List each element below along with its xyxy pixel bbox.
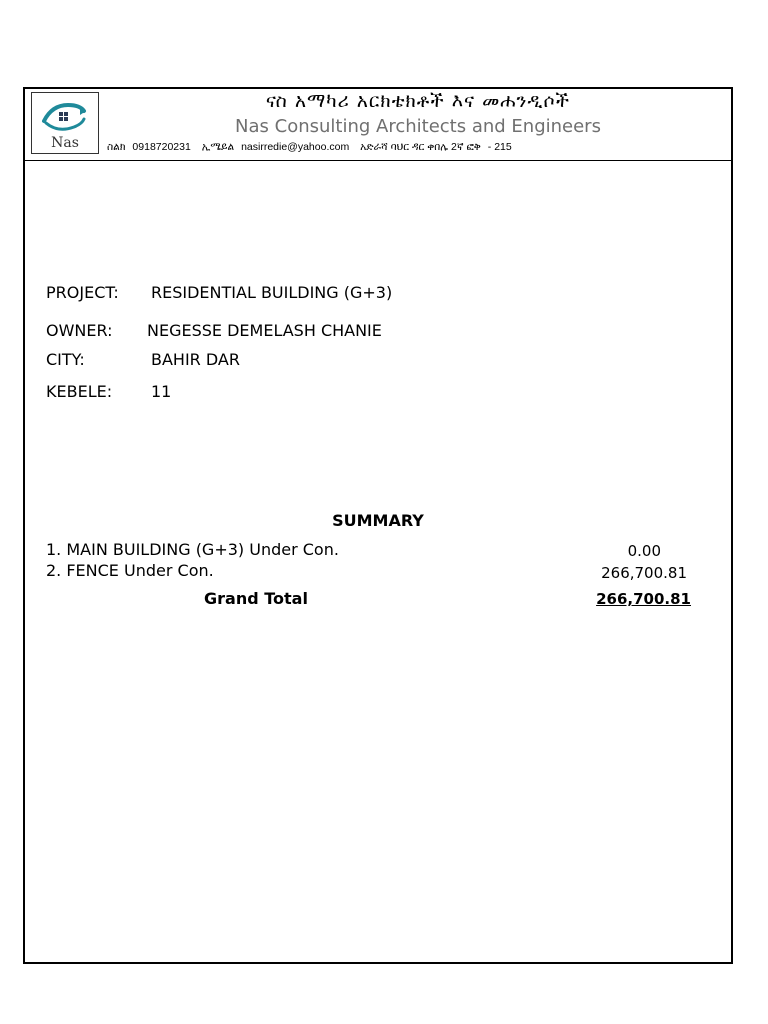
summary-title: SUMMARY — [332, 511, 424, 530]
company-name-amharic: ናስ አማካሪ አርክቴክቶች እና መሐንዲሶች — [265, 90, 571, 112]
email-label: ኢሜይል — [201, 141, 235, 153]
house-logo-icon — [40, 99, 90, 135]
phone-label: ስልክ — [107, 141, 126, 153]
kebele-value: 11 — [151, 382, 172, 401]
logo-text: Nas — [51, 135, 79, 151]
company-logo — [31, 92, 99, 154]
letterhead — [25, 89, 731, 161]
contact-line — [107, 141, 520, 154]
company-name-english: Nas Consulting Architects and Engineers — [235, 116, 601, 137]
summary-item-amount: 0.00 — [627, 542, 661, 560]
kebele-label: KEBELE: — [46, 382, 113, 401]
po-box: - 215 — [487, 141, 512, 153]
document-frame — [23, 87, 733, 964]
summary-item-label: 1. MAIN BUILDING (G+3) Under Con. — [46, 540, 339, 559]
owner-value: NEGESSE DEMELASH CHANIE — [147, 321, 382, 340]
address-text: አድራሻ ባህር ዳር ቀበሌ 2ኛ ፎቅ — [360, 141, 481, 153]
city-value: BAHIR DAR — [151, 350, 240, 369]
grand-total-label: Grand Total — [204, 589, 308, 608]
grand-total-amount: 266,700.81 — [596, 590, 691, 608]
summary-item-amount: 266,700.81 — [601, 564, 687, 582]
city-label: CITY: — [46, 350, 85, 369]
project-value: RESIDENTIAL BUILDING (G+3) — [151, 283, 393, 302]
email-address: nasirredie@yahoo.com — [241, 141, 350, 153]
phone-number: 0918720231 — [132, 141, 191, 153]
owner-label: OWNER: — [46, 321, 113, 340]
summary-item-label: 2. FENCE Under Con. — [46, 561, 214, 580]
project-label: PROJECT: — [46, 283, 119, 302]
